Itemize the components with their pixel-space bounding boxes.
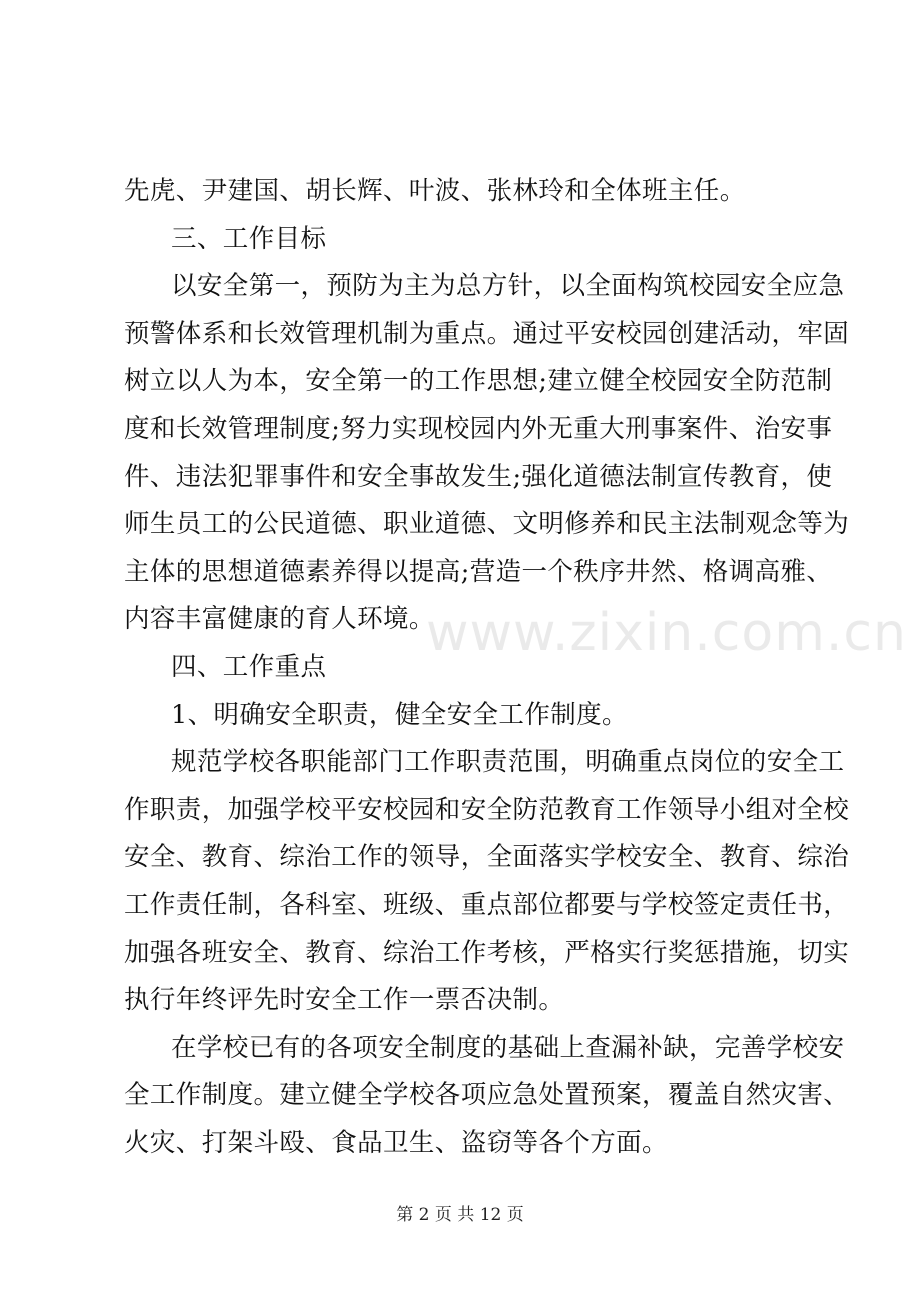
text-line: 度和长效管理制度;努力实现校园内外无重大刑事案件、治安事 [124,413,833,444]
text-line: 执行年终评先时安全工作一票否决制。 [124,985,565,1016]
text-line: 主体的思想道德素养得以提高;营造一个秩序井然、格调高雅、 [124,556,833,587]
text-line: 火灾、打架斗殴、食品卫生、盗窃等各个方面。 [124,1127,668,1158]
paragraph [124,739,850,1025]
text-line: 工作责任制，各科室、班级、重点部位都要与学校签定责任书， [124,889,850,920]
paragraph [124,1025,850,1168]
text-line: 件、违法犯罪事件和安全事故发生;强化道德法制宣传教育，使 [124,461,833,492]
text-line: 内容丰富健康的育人环境。 [124,604,435,635]
text-line: 四、工作重点 [171,651,327,682]
paragraph [124,168,808,216]
text-line: 安全、教育、综治工作的领导，全面落实学校安全、教育、综治 [124,842,850,873]
text-line: 全工作制度。建立健全学校各项应急处置预案，覆盖自然灾害、 [124,1080,850,1111]
text-line: 加强各班安全、教育、综治工作考核，严格实行奖惩措施，切实 [124,937,850,968]
paragraph [124,692,808,740]
text-line: 树立以人为本，安全第一的工作思想;建立健全校园安全防范制 [124,366,833,397]
text-line: 规范学校各职能部门工作职责范围，明确重点岗位的安全工 [171,747,845,778]
paragraph [124,216,808,264]
document-body [124,168,850,1167]
text-line: 预警体系和长效管理机制为重点。通过平安校园创建活动，牢固 [124,318,850,349]
paragraph [124,263,850,644]
text-line: 1、明确安全职责，健全安全工作制度。 [171,699,628,730]
text-line: 师生员工的公民道德、职业道德、文明修养和民主法制观念等为 [124,509,850,540]
watermark: www.zixin.com.cn [426,603,907,663]
text-line: 以安全第一，预防为主为总方针，以全面构筑校园安全应急 [171,271,845,302]
text-line: 三、工作目标 [171,223,327,254]
text-line: 作职责，加强学校平安校园和安全防范教育工作领导小组对全校 [124,794,850,825]
page-footer: 第 2 页 共 12 页 [396,1205,524,1225]
text-line: 在学校已有的各项安全制度的基础上查漏补缺，完善学校安 [171,1032,845,1063]
text-line: 先虎、尹建国、胡长辉、叶波、张林玲和全体班主任。 [124,176,746,206]
